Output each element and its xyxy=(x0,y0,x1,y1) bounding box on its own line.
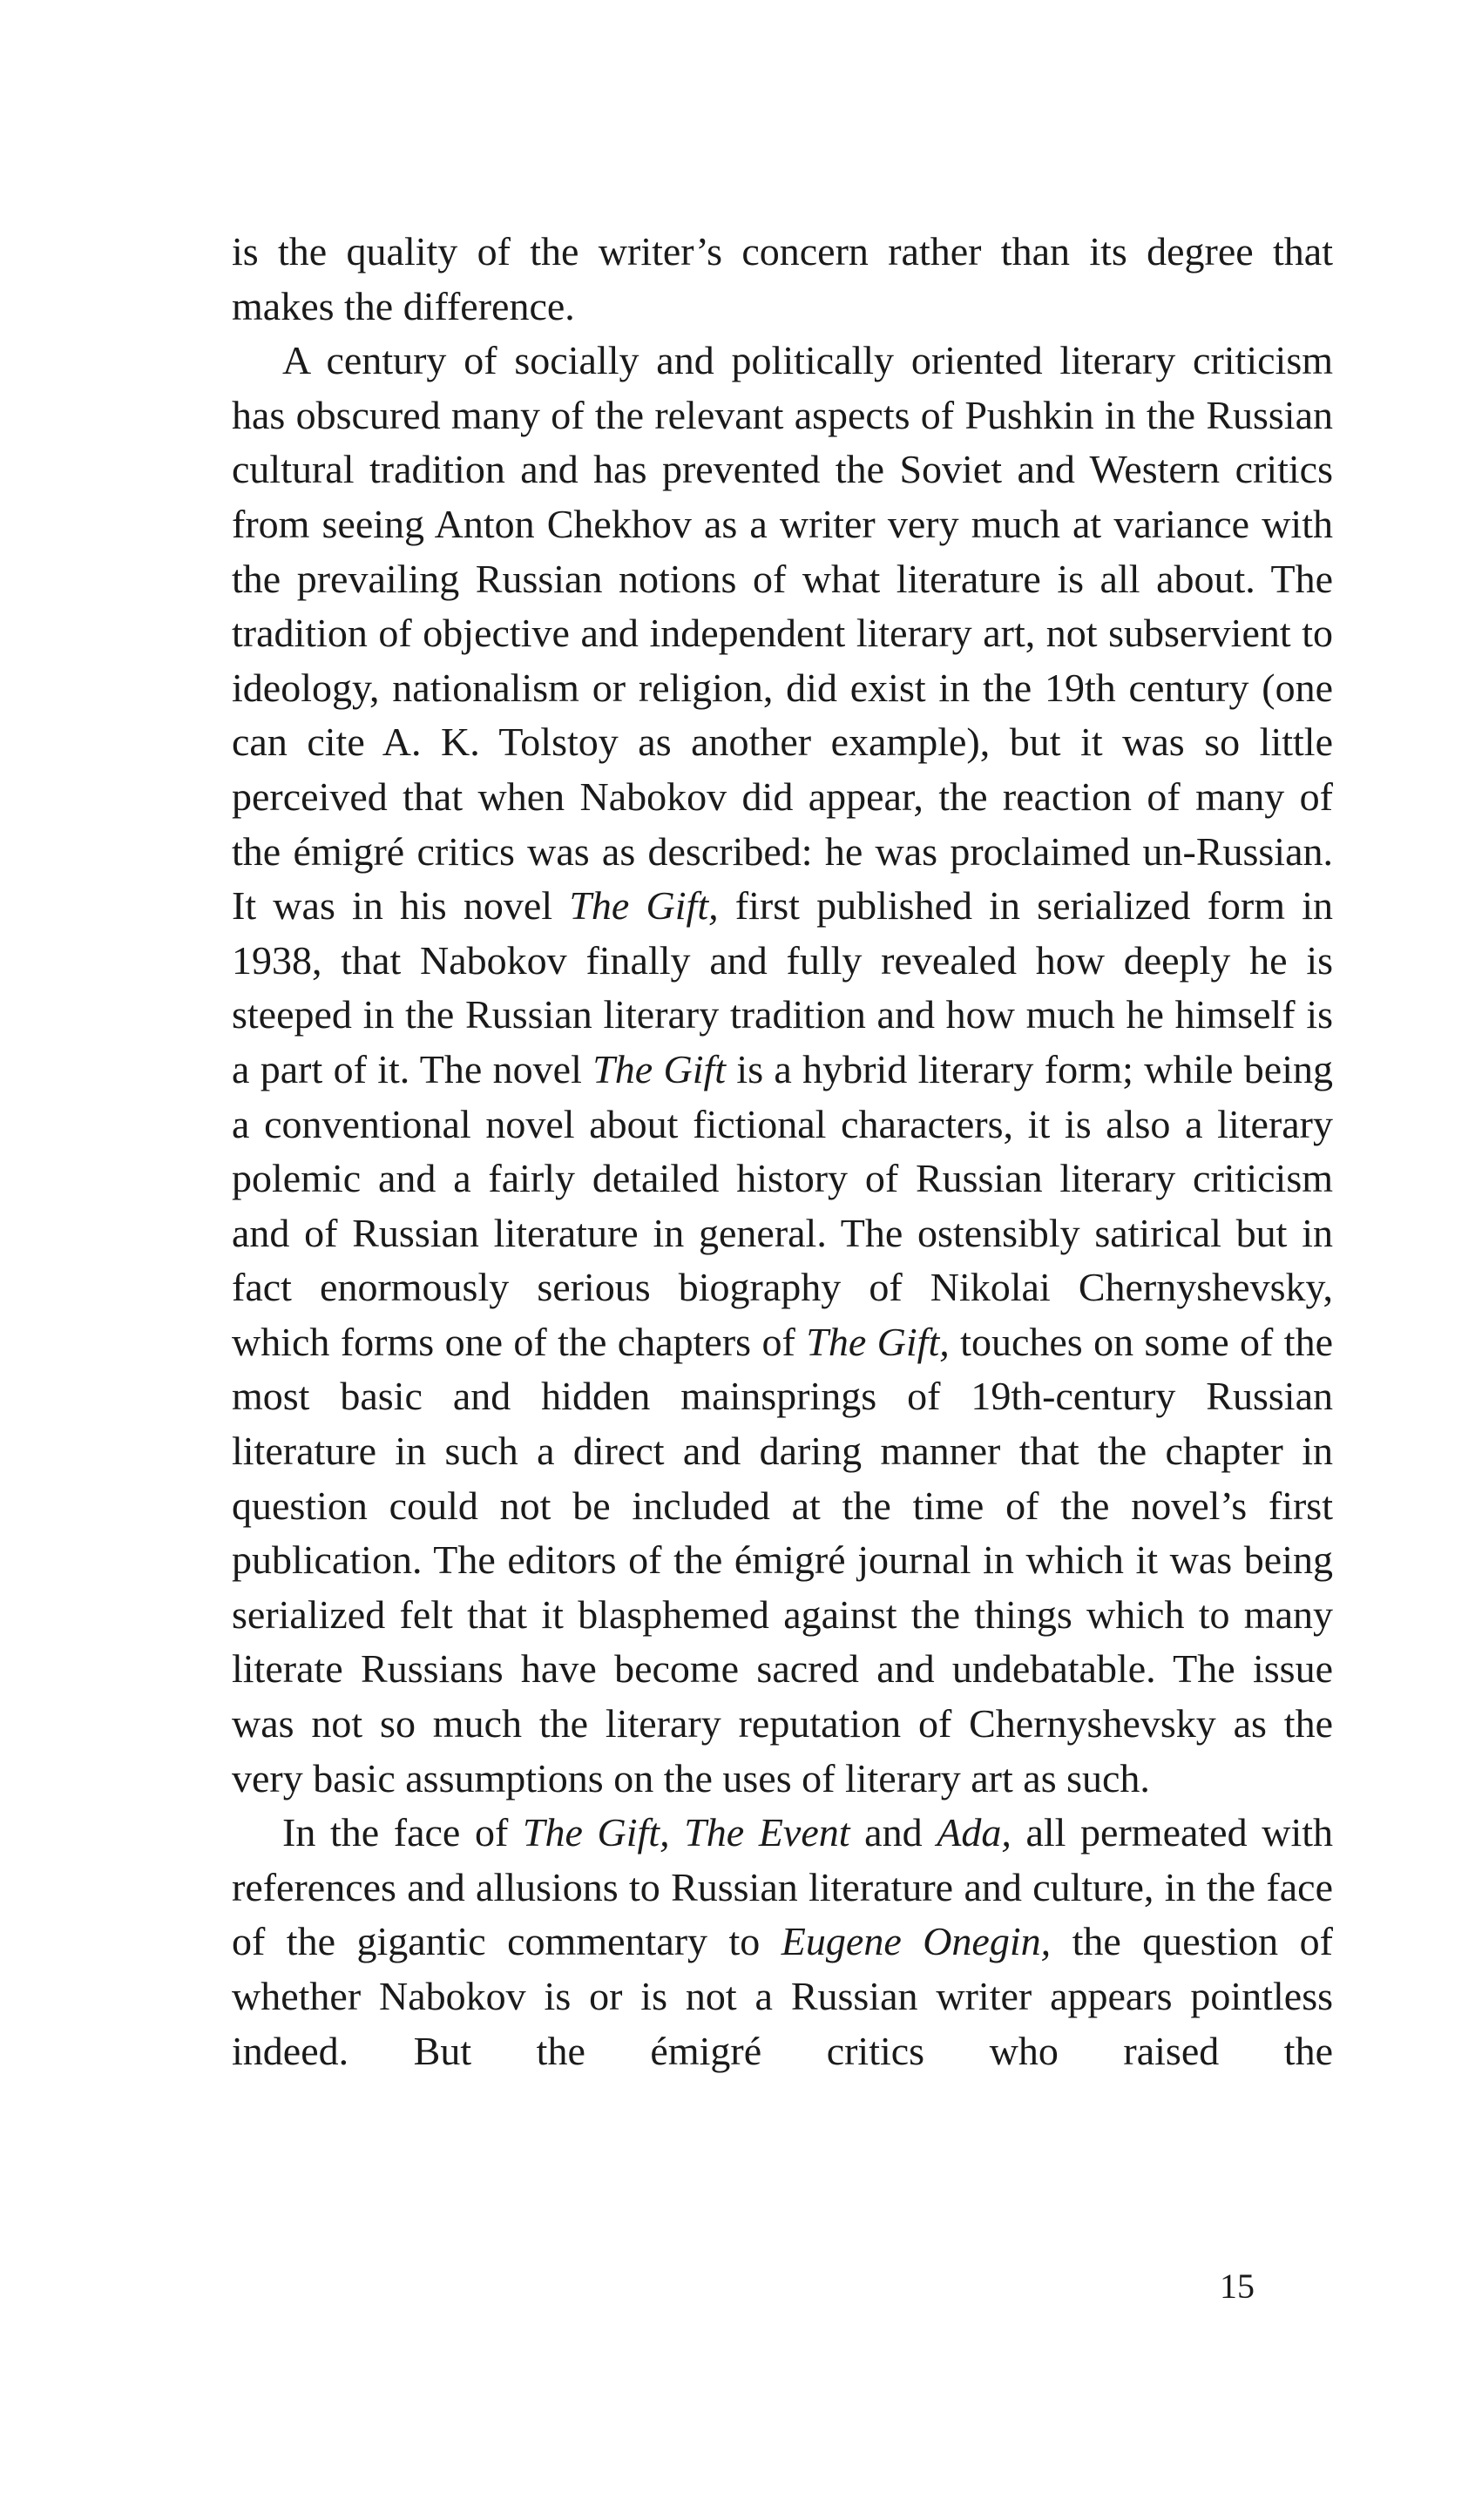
paragraph-criticism xyxy=(232,334,1333,1806)
text-run: all permeated with references and allusions to Russian literature and culture, in the face of the gigantic commentary to xyxy=(232,1810,1334,1964)
text-run: first published in serialized form in 1938, that Nabokov finally and fully revealed how deeply he is steeped in the Russian literary tradition and how much he himself is a part of it. The novel xyxy=(232,883,1334,1091)
paragraph-continued xyxy=(232,225,1333,334)
title-the-gift-the-event: The Gift, The Event xyxy=(522,1810,850,1855)
text-run: A century of socially and politically oriented literary criticism has obscured many of the relevant aspects of Pushkin in the Russian cultural tradition and has prevented the Soviet and Western critics from seeing Anton Chekhov as a writer very much at variance with the prevailing Russian notions of what literature is all about. The tradition of objective and independent literary art, not subservient to ideology, nationalism or religion, did exist in the 19th century (one can cite A. K. Tolstoy as another example), but it was so little perceived that when Nabokov did appear, the reaction of many of the émigré critics was as described: he was proclaimed un-Russian. It was in his novel xyxy=(232,338,1333,929)
title-eugene-onegin: Eugene Onegin, xyxy=(781,1919,1052,1964)
text-run: is a hybrid literary form; while being a conventional novel about fictional characters, it is also a literary polemic and a fairly detailed history of Russian literary criticism and of Russian literature in general. The ostensibly satirical but in fact enormously serious biography of Nikolai Chernyshevsky, which forms one of the chapters of xyxy=(232,1046,1334,1364)
text-run: and xyxy=(849,1810,937,1855)
title-the-gift: The Gift xyxy=(592,1046,727,1091)
text-run: is the quality of the writer’s concern rather than its degree that makes the difference. xyxy=(232,229,1333,328)
title-the-gift: The Gift, xyxy=(569,883,719,929)
text-run: In the face of xyxy=(282,1810,523,1855)
title-ada: Ada, xyxy=(937,1810,1012,1855)
title-the-gift: The Gift, xyxy=(806,1319,950,1364)
page-number: 15 xyxy=(1220,2267,1255,2306)
text-run: touches on some of the most basic and hidden mainsprings of 19th-century Russian literature in such a direct and daring manner that the chapter in question could not be included at the time of the novel’s first publication. The editors of the émigré journal in which it was being serialized felt that it blasphemed against the things which to many literate Russians have become sacred and undebatable. The issue was not so much the literary reputation of Chernyshevsky as the very basic assumptions on the uses of literary art as such. xyxy=(232,1319,1333,1800)
paragraph-russian-writer xyxy=(232,1806,1333,2078)
text-run: the question of whether Nabokov is or is not a Russian writer appears pointless indeed. But the émigré critics who raised the xyxy=(232,1919,1333,2073)
body-text xyxy=(232,225,1333,2078)
